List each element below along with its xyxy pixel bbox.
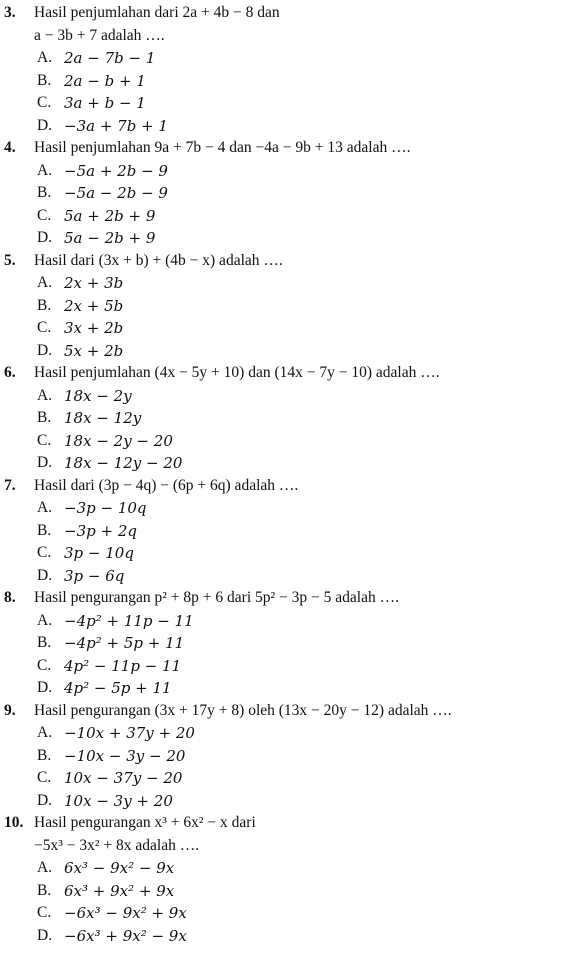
option-b — [0, 70, 564, 93]
option-c — [0, 205, 564, 228]
question-text-continued: a − 3b + 7 adalah …. — [34, 26, 165, 44]
option-letter: D. — [37, 791, 53, 809]
question-number: 4. — [4, 139, 16, 156]
option-letter: C. — [37, 656, 52, 674]
option-text: −6x³ − 9x² + 9x — [64, 904, 187, 922]
option-letter: A. — [37, 274, 53, 291]
question-text: Hasil penjumlahan (4x − 5y + 10) dan (14x − 7y − 10) adalah …. — [34, 364, 440, 381]
option-letter: A. — [37, 859, 53, 876]
option-text: 18x − 2y − 20 — [64, 431, 173, 450]
option-text: −3a + 7b + 1 — [64, 116, 168, 135]
question-text: Hasil pengurangan (3x + 17y + 8) oleh (13x − 20y − 12) adalah …. — [34, 701, 452, 719]
question-text: Hasil pengurangan x³ + 6x² − x dari — [34, 814, 256, 831]
option-c — [0, 430, 564, 453]
option-c — [0, 767, 564, 790]
option-letter: C. — [37, 206, 52, 224]
option-letter: D. — [37, 341, 53, 359]
option-letter: A. — [37, 49, 53, 66]
option-letter: C. — [37, 769, 52, 786]
option-letter: C. — [37, 431, 52, 449]
option-letter: C. — [37, 94, 52, 111]
option-letter: A. — [37, 499, 53, 516]
option-letter: A. — [37, 724, 53, 741]
option-text: −5a − 2b − 9 — [64, 184, 168, 202]
option-text: 5a + 2b + 9 — [64, 206, 156, 225]
question-5 — [0, 250, 564, 363]
option-a — [0, 722, 564, 745]
option-c — [0, 655, 564, 678]
question-text: Hasil pengurangan p² + 8p + 6 dari 5p² − 3p − 5 adalah …. — [34, 589, 399, 606]
option-letter: B. — [37, 634, 52, 651]
option-b — [0, 295, 564, 318]
option-text: 6x³ − 9x² − 9x — [64, 859, 175, 877]
question-6 — [0, 362, 564, 475]
option-letter: D. — [37, 566, 53, 584]
option-letter: A. — [37, 161, 53, 179]
question-3 — [0, 2, 564, 137]
option-d — [0, 790, 564, 813]
option-b — [0, 520, 564, 543]
question-text: Hasil dari (3x + b) + (4b − x) adalah …. — [34, 251, 283, 269]
option-c — [0, 317, 564, 340]
option-d — [0, 115, 564, 138]
option-text: 3x + 2b — [64, 319, 124, 337]
option-letter: C. — [37, 319, 52, 336]
option-letter: D. — [37, 454, 53, 471]
option-text: 3p − 10q — [64, 544, 134, 562]
option-text: 3a + b − 1 — [64, 94, 146, 112]
option-letter: B. — [37, 71, 52, 89]
option-c — [0, 902, 564, 925]
question-text: Hasil dari (3p − 4q) − (6p + 6q) adalah …. — [34, 476, 299, 494]
option-c — [0, 92, 564, 115]
question-number: 7. — [4, 476, 16, 494]
option-text: 10x − 3y + 20 — [64, 791, 173, 810]
question-text: Hasil penjumlahan dari 2a + 4b − 8 dan — [34, 4, 280, 21]
option-text: 2a − b + 1 — [64, 71, 146, 90]
option-c — [0, 542, 564, 565]
question-number: 5. — [4, 251, 16, 269]
option-text: −10x + 37y + 20 — [64, 724, 195, 742]
question-number: 6. — [4, 364, 16, 381]
option-letter: B. — [37, 296, 52, 314]
option-letter: D. — [37, 116, 53, 134]
option-text: 5a − 2b + 9 — [64, 229, 156, 247]
option-b — [0, 632, 564, 655]
option-letter: B. — [37, 521, 52, 539]
question-7 — [0, 475, 564, 588]
option-text: 4p² − 11p − 11 — [64, 656, 182, 675]
option-letter: C. — [37, 904, 52, 921]
option-letter: B. — [37, 881, 52, 899]
option-text: −3p + 2q — [64, 521, 137, 540]
option-letter: D. — [37, 229, 53, 246]
option-letter: C. — [37, 544, 52, 561]
option-d — [0, 340, 564, 363]
question-number: 10. — [4, 814, 24, 831]
option-text: 18x − 12y — [64, 409, 142, 427]
option-a — [0, 272, 564, 295]
option-text: 18x − 12y − 20 — [64, 454, 183, 472]
option-text: −10x − 3y − 20 — [64, 746, 186, 765]
option-d — [0, 452, 564, 475]
option-text: −5a + 2b − 9 — [64, 161, 168, 180]
option-letter: B. — [37, 409, 52, 426]
option-text: 3p − 6q — [64, 566, 125, 585]
option-d — [0, 677, 564, 700]
option-b — [0, 745, 564, 768]
option-text: −4p² + 5p + 11 — [64, 634, 185, 652]
question-4 — [0, 137, 564, 250]
option-text: 2a − 7b − 1 — [64, 49, 156, 67]
option-d — [0, 925, 564, 948]
question-text: Hasil penjumlahan 9a + 7b − 4 dan −4a − 9b + 13 adalah …. — [34, 139, 411, 156]
option-text: 18x − 2y — [64, 386, 132, 405]
option-a — [0, 857, 564, 880]
question-number: 3. — [4, 4, 16, 21]
option-text: 6x³ + 9x² + 9x — [64, 881, 175, 900]
option-text: 4p² − 5p + 11 — [64, 679, 172, 697]
question-text-continued: −5x³ − 3x² + 8x adalah …. — [34, 836, 200, 854]
option-text: 2x + 5b — [64, 296, 124, 315]
option-a — [0, 385, 564, 408]
option-text: 5x + 2b — [64, 341, 124, 360]
option-letter: D. — [37, 679, 53, 696]
option-a — [0, 497, 564, 520]
question-9 — [0, 700, 564, 813]
option-text: −6x³ + 9x² − 9x — [64, 926, 187, 945]
option-text: 2x + 3b — [64, 274, 124, 292]
option-text: −4p² + 11p − 11 — [64, 611, 194, 630]
question-number: 9. — [4, 701, 16, 719]
option-b — [0, 182, 564, 205]
option-text: 10x − 37y − 20 — [64, 769, 183, 787]
option-letter: D. — [37, 926, 53, 944]
option-letter: A. — [37, 386, 53, 404]
option-a — [0, 610, 564, 633]
option-text: −3p − 10q — [64, 499, 147, 517]
option-b — [0, 880, 564, 903]
option-a — [0, 47, 564, 70]
option-b — [0, 407, 564, 430]
option-a — [0, 160, 564, 183]
question-10 — [0, 812, 564, 947]
option-letter: B. — [37, 746, 52, 764]
question-number: 8. — [4, 589, 16, 606]
question-8 — [0, 587, 564, 700]
option-d — [0, 227, 564, 250]
option-d — [0, 565, 564, 588]
option-letter: A. — [37, 611, 53, 629]
option-letter: B. — [37, 184, 52, 201]
